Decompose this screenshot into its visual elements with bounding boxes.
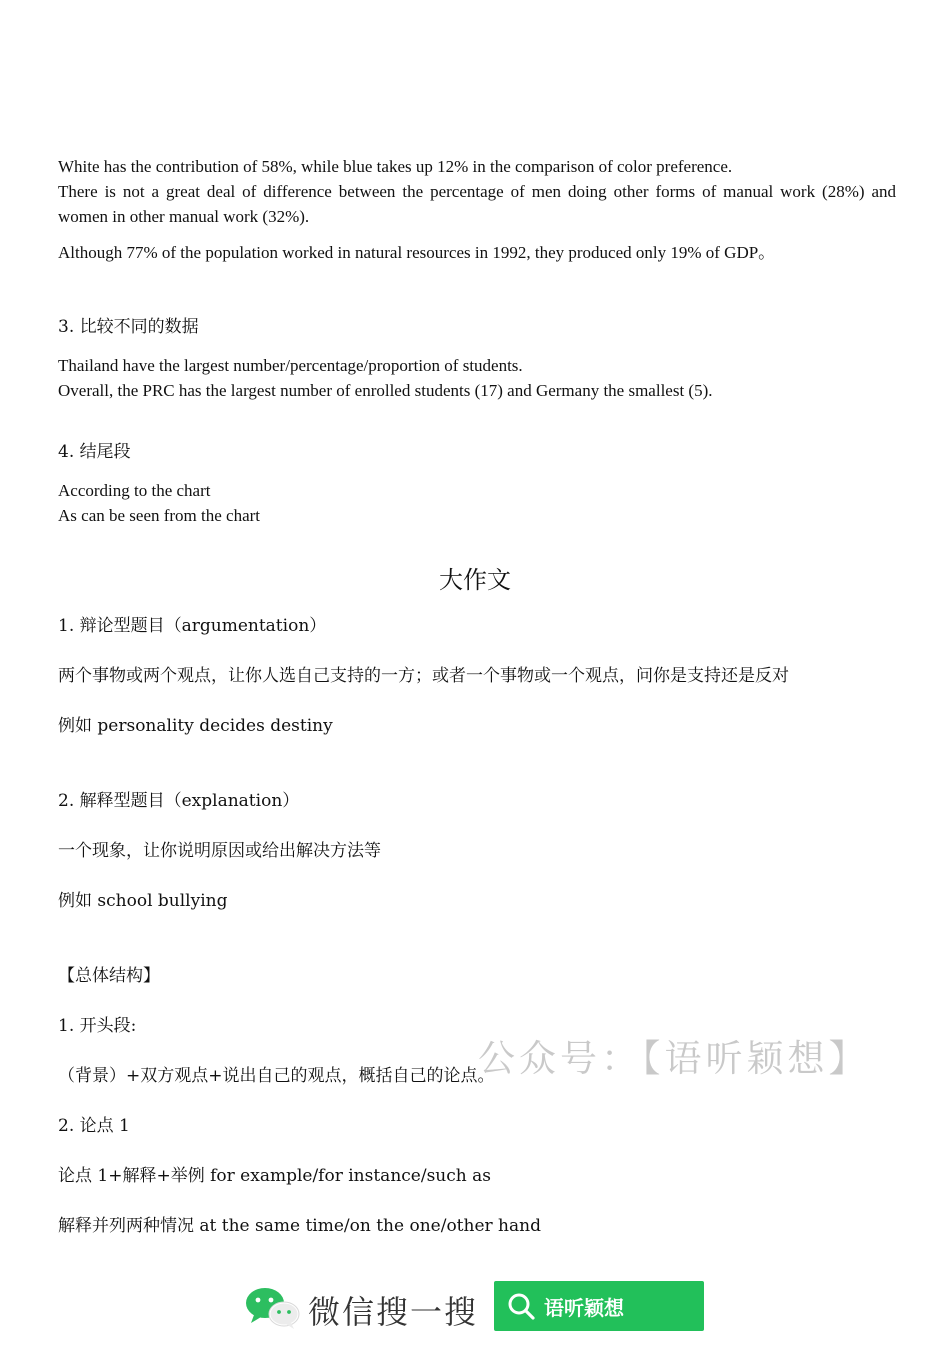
argumentation-description: 两个事物或两个观点，让你人选自己支持的一方；或者一个事物或一个观点，问你是支持还是反对 bbox=[58, 666, 789, 686]
section-heading-compare: 3. 比较不同的数据 bbox=[58, 317, 199, 337]
paragraph-natural-resources: Although 77% of the population worked in natural resources in 1992, they produced only 19% of GDP。 bbox=[58, 243, 776, 262]
wechat-search-banner[interactable] bbox=[244, 1281, 706, 1333]
paragraph-prc: Overall, the PRC has the largest number of enrolled students (17) and Germany the smallest (5). bbox=[58, 381, 713, 400]
essay-type-explanation: 2. 解释型题目（explanation） bbox=[58, 791, 300, 811]
page-title: 大作文 bbox=[439, 566, 511, 594]
search-keyword: 语听颖想 bbox=[544, 1295, 624, 1320]
argument-1-parallel: 解释并列两种情况 at the same time/on the one/other hand bbox=[58, 1216, 541, 1236]
search-icon bbox=[506, 1291, 536, 1321]
paragraph-thailand: Thailand have the largest number/percentage/proportion of students. bbox=[58, 356, 523, 375]
essay-type-argumentation: 1. 辩论型题目（argumentation） bbox=[58, 616, 327, 636]
argument-1-description: 论点 1+解释+举例 for example/for instance/such as bbox=[58, 1166, 491, 1186]
explanation-example: 例如 school bullying bbox=[58, 891, 228, 911]
opening-description: （背景）+双方观点+说出自己的观点，概括自己的论点。 bbox=[58, 1066, 495, 1086]
argumentation-example: 例如 personality decides destiny bbox=[58, 716, 333, 736]
phrase-as-can-be-seen: As can be seen from the chart bbox=[58, 506, 261, 525]
search-button[interactable] bbox=[494, 1281, 704, 1331]
structure-item-opening: 1. 开头段: bbox=[58, 1016, 137, 1036]
phrase-according-to: According to the chart bbox=[58, 481, 211, 500]
section-heading-conclusion: 4. 结尾段 bbox=[58, 442, 131, 462]
watermark-text: 公众号：【语听颖想】 bbox=[478, 1037, 870, 1080]
wechat-icon bbox=[244, 1285, 300, 1329]
structure-heading: 【总体结构】 bbox=[58, 966, 160, 986]
structure-item-argument-1: 2. 论点 1 bbox=[58, 1116, 130, 1136]
paragraph-manual-work: There is not a great deal of difference between the percentage of men doing other forms of manual work (28%) and women in other manual work (32%). bbox=[58, 182, 896, 226]
explanation-description: 一个现象，让你说明原因或给出解决方法等 bbox=[58, 841, 381, 861]
wechat-search-label: 微信搜一搜 bbox=[308, 1293, 479, 1331]
paragraph-color-preference: White has the contribution of 58%, while blue takes up 12% in the comparison of color preference. bbox=[58, 157, 733, 176]
